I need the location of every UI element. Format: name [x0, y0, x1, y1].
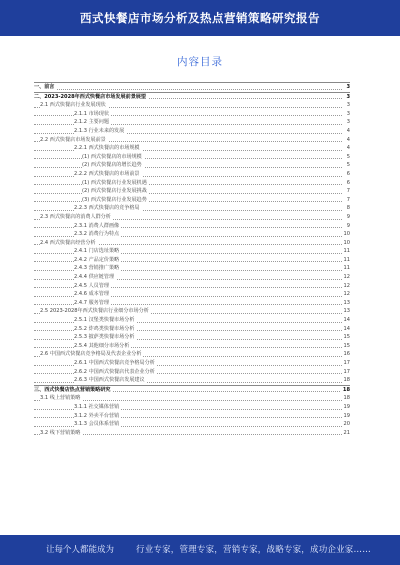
toc-entry-text: 2.5 2023-2028年西式快餐店行业细分市场分析 [40, 308, 149, 315]
toc-entry[interactable] [34, 204, 350, 213]
toc-entry-page: 17 [343, 360, 350, 366]
toc-entry-page: 7 [346, 196, 350, 203]
toc-leader-dots [34, 167, 342, 168]
toc-entry[interactable] [34, 342, 350, 351]
toc-entry-text: 2.5.3 披萨类快餐市场分析 [74, 334, 135, 341]
toc-entry-page: 9 [346, 222, 350, 229]
toc-entry[interactable] [34, 187, 350, 196]
toc-entry-text: 2.4.2 产品定价策略 [74, 256, 120, 263]
toc-entry-text: 3.1.1 社交媒体营销 [74, 403, 120, 410]
toc-entry[interactable] [34, 376, 350, 385]
toc-entry-page: 11 [343, 265, 350, 272]
table-of-contents [34, 82, 350, 437]
toc-entry-page: 11 [343, 256, 350, 263]
toc-entry-text: 二、2023-2028年西式快餐店市场发展前景展望 [34, 93, 146, 100]
toc-entry-text: (3) 西式快餐店行业发展趋势 [82, 196, 147, 203]
toc-entry-text: 2.2 西式快餐店市场发展前景 [40, 136, 106, 143]
footer-tagline: 行业专家，管理专家，营销专家，战略专家，成功企业家…… [136, 545, 371, 555]
toc-leader-dots [34, 89, 342, 90]
toc-entry-page: 19 [343, 412, 350, 419]
toc-entry[interactable] [34, 359, 350, 368]
toc-entry[interactable] [34, 153, 350, 162]
toc-entry-page: 15 [343, 334, 350, 341]
toc-entry-page: 3 [346, 93, 350, 100]
toc-entry-text: 2.5.2 炸鸡类快餐市场分析 [74, 325, 135, 332]
toc-entry[interactable] [34, 179, 350, 188]
toc-entry-page: 9 [346, 213, 350, 220]
toc-entry-page: 15 [343, 342, 350, 349]
toc-entry-page: 4 [346, 145, 350, 152]
toc-entry[interactable] [34, 429, 350, 438]
toc-entry-text: 2.4.4 供应链管理 [74, 274, 115, 281]
toc-entry[interactable] [34, 256, 350, 265]
toc-entry[interactable] [34, 350, 350, 359]
toc-entry-text: 2.2.3 西式快餐店的竞争格局 [74, 205, 140, 212]
toc-entry-page: 14 [343, 317, 350, 324]
toc-entry[interactable] [34, 222, 350, 231]
toc-entry[interactable] [34, 403, 350, 412]
toc-entry-text: 2.3.2 消费行为特点 [74, 231, 120, 238]
toc-entry-page: 4 [346, 127, 350, 134]
toc-entry[interactable] [34, 92, 350, 102]
toc-entry[interactable] [34, 110, 350, 119]
toc-entry-page: 6 [346, 179, 350, 186]
toc-leader-dots [34, 193, 342, 194]
toc-entry[interactable] [34, 213, 350, 222]
toc-entry[interactable] [34, 247, 350, 256]
toc-entry[interactable] [34, 144, 350, 153]
report-title: 西式快餐店市场分析及热点营销策略研究报告 [80, 11, 320, 25]
toc-entry-text: 2.1 西式快餐店行业发展现状 [40, 102, 106, 109]
toc-entry-text: 3.2 线下营销策略 [40, 429, 81, 436]
toc-entry-page: 10 [343, 231, 350, 238]
toc-entry-page: 5 [346, 153, 350, 160]
toc-entry-text: 2.6.1 中国西式快餐店竞争格局分析 [74, 360, 155, 366]
toc-entry[interactable] [34, 385, 350, 395]
toc-entry-page: 4 [346, 136, 350, 143]
toc-entry-page: 3 [346, 110, 350, 117]
toc-leader-dots [34, 184, 342, 185]
toc-entry[interactable] [34, 127, 350, 136]
toc-entry-text: (1) 西式快餐店的市场规模 [82, 153, 142, 160]
toc-entry-text: 2.1.2 主要问题 [74, 119, 109, 126]
toc-entry[interactable] [34, 161, 350, 170]
toc-entry[interactable] [34, 239, 350, 248]
toc-entry-text: 三、西式快餐店热点营销策略研究 [34, 386, 111, 393]
toc-entry-text: 2.4.5 人员管理 [74, 282, 109, 289]
toc-leader-dots [34, 201, 342, 202]
toc-entry-text: 2.4.1 门店选址策略 [74, 248, 120, 255]
toc-entry-text: 一、前言 [34, 84, 55, 90]
toc-entry-page: 11 [343, 248, 350, 255]
toc-entry-page: 17 [343, 368, 350, 375]
toc-entry[interactable] [34, 118, 350, 127]
toc-entry[interactable] [34, 196, 350, 205]
report-header-bar [0, 0, 400, 36]
toc-entry[interactable] [34, 273, 350, 282]
toc-entry[interactable] [34, 264, 350, 273]
toc-entry[interactable] [34, 333, 350, 342]
toc-entry-page: 3 [346, 119, 350, 126]
toc-entry-text: (2) 西式快餐店的增长趋势 [82, 162, 142, 169]
toc-entry-text: 2.2.2 西式快餐店的市场前景 [74, 170, 140, 177]
toc-entry-page: 3 [346, 84, 350, 90]
toc-entry[interactable] [34, 316, 350, 325]
toc-entry-page: 18 [343, 395, 350, 402]
footer-bar [0, 535, 400, 565]
toc-entry-text: 2.1.1 市场现状 [74, 110, 109, 117]
toc-entry-page: 14 [343, 325, 350, 332]
toc-entry-page: 6 [346, 170, 350, 177]
toc-entry-page: 12 [343, 291, 350, 298]
toc-leader-dots [34, 158, 342, 159]
toc-entry-page: 13 [343, 308, 350, 315]
toc-entry[interactable] [34, 82, 350, 92]
toc-entry-page: 10 [343, 239, 350, 246]
toc-entry-text: 2.2.1 西式快餐店的市场规模 [74, 145, 140, 152]
toc-entry-text: 2.6.2 中国西式快餐店代表企业分析 [74, 368, 155, 375]
toc-entry-text: 2.1.3 行业未来的发展 [74, 127, 125, 134]
toc-entry-page: 18 [342, 386, 350, 393]
toc-entry-page: 12 [343, 282, 350, 289]
toc-entry-text: 2.3.1 消费人群画像 [74, 222, 120, 229]
toc-entry-text: 2.6.3 中国西式快餐店发展建议 [74, 377, 145, 384]
toc-entry-page: 19 [343, 403, 350, 410]
toc-entry[interactable] [34, 170, 350, 179]
toc-entry-text: 2.4 西式快餐店经营分析 [40, 239, 96, 246]
toc-entry-text: 2.6 中国西式快餐店竞争格局及代表企业分析 [40, 351, 142, 358]
toc-entry-page: 13 [343, 299, 350, 306]
toc-entry[interactable] [34, 368, 350, 377]
toc-entry-text: (1) 西式快餐店行业发展机遇 [82, 179, 147, 186]
toc-entry[interactable] [34, 299, 350, 308]
toc-entry[interactable] [34, 420, 350, 429]
toc-entry-page: 3 [346, 102, 350, 109]
toc-entry-text: 2.4.6 成本管理 [74, 291, 109, 298]
toc-entry-page: 12 [343, 274, 350, 281]
toc-entry-page: 16 [343, 351, 350, 358]
toc-entry[interactable] [34, 230, 350, 239]
toc-entry-text: (2) 西式快餐店行业发展挑战 [82, 188, 147, 195]
toc-entry[interactable] [34, 290, 350, 299]
toc-entry-text: 2.5.4 其他细分市场分析 [74, 342, 130, 349]
toc-entry[interactable] [34, 136, 350, 145]
toc-entry-text: 3.1 线上营销策略 [40, 395, 81, 402]
toc-entry-text: 3.1.3 会员体系营销 [74, 421, 120, 428]
toc-entry-page: 21 [343, 429, 350, 436]
toc-entry-text: 2.3 西式快餐店的消费人群分析 [40, 213, 111, 220]
toc-entry-text: 2.4.7 服务管理 [74, 299, 109, 306]
footer-slogan: 让每个人都能成为 [46, 545, 115, 555]
toc-entry-page: 8 [346, 205, 350, 212]
toc-heading: 内容目录 [177, 56, 223, 68]
toc-entry-page: 18 [343, 377, 350, 384]
toc-entry-text: 2.5.1 汉堡类快餐市场分析 [74, 317, 135, 324]
toc-entry[interactable] [34, 412, 350, 421]
toc-entry[interactable] [34, 325, 350, 334]
toc-entry-text: 2.4.3 营销推广策略 [74, 265, 120, 272]
toc-entry-text: 3.1.2 外卖平台营销 [74, 412, 120, 419]
toc-entry[interactable] [34, 307, 350, 316]
toc-entry[interactable] [34, 282, 350, 291]
toc-entry-page: 20 [343, 421, 350, 428]
toc-entry[interactable] [34, 101, 350, 110]
toc-entry[interactable] [34, 394, 350, 403]
toc-entry-page: 5 [346, 162, 350, 169]
toc-entry-page: 7 [346, 188, 350, 195]
